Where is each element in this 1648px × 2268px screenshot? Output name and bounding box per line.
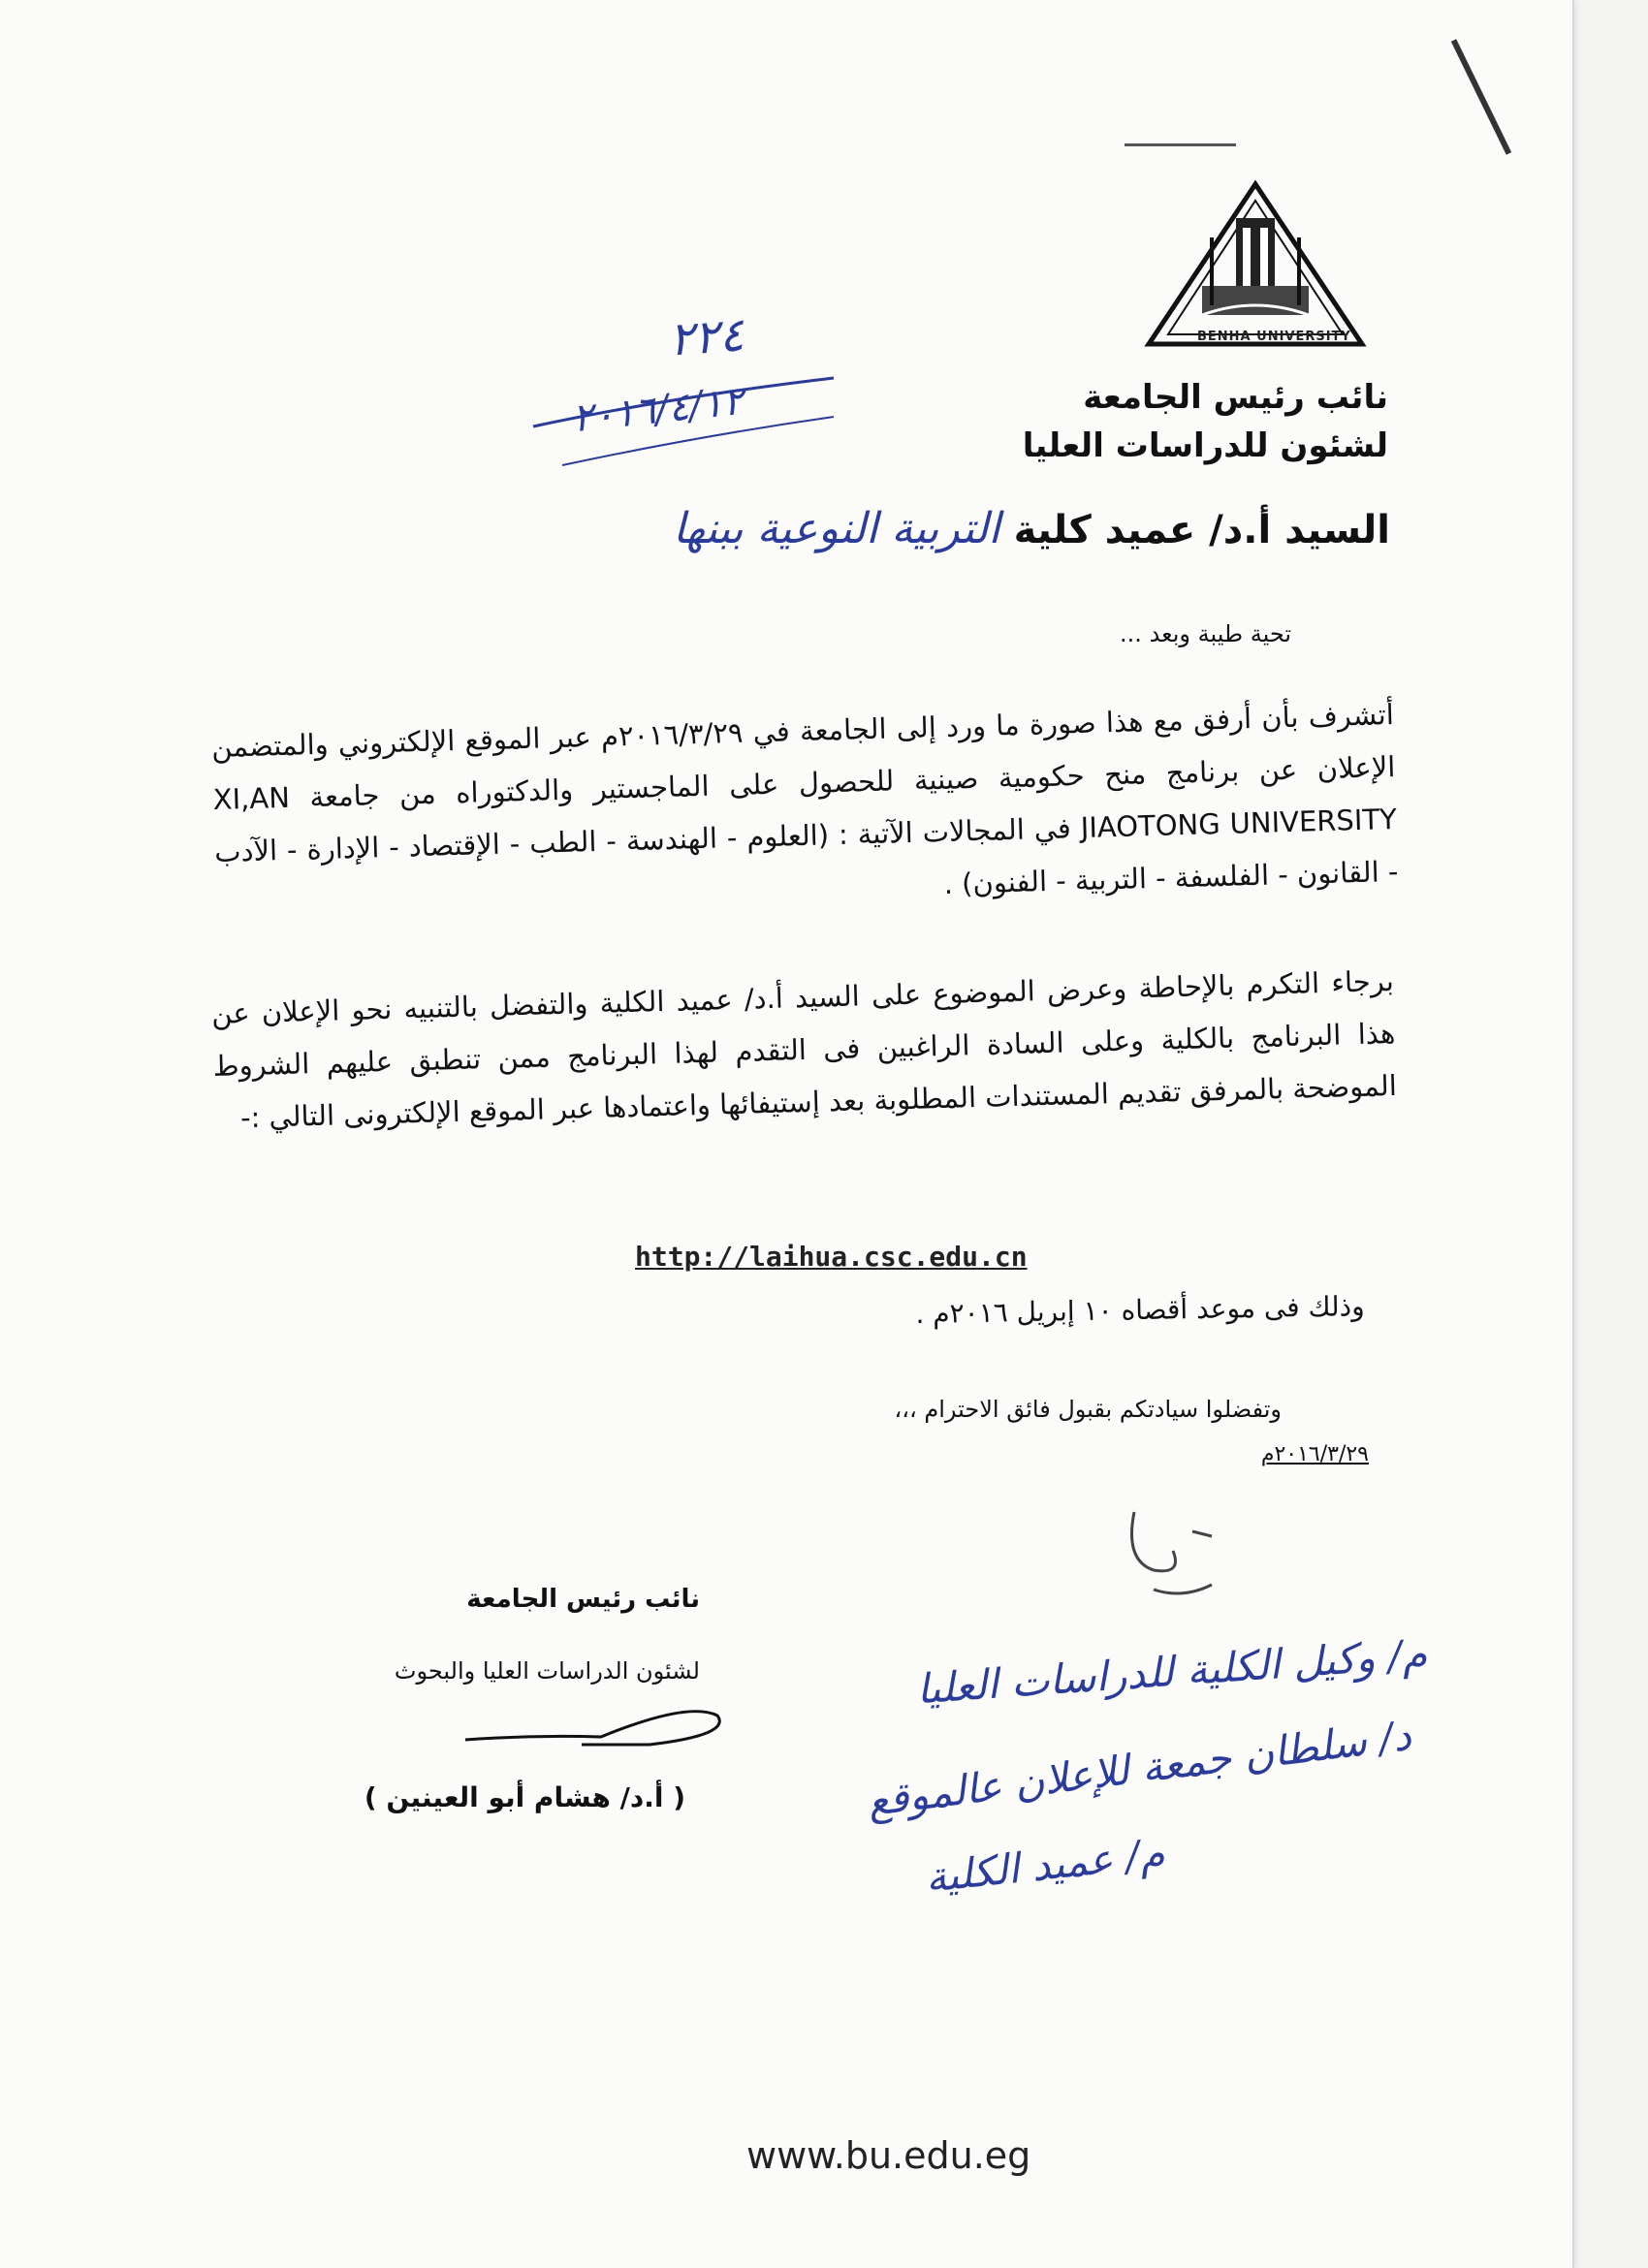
closing-text: وتفضلوا سيادتكم بقبول فائق الاحترام ،،، xyxy=(894,1396,1282,1423)
binder-mark xyxy=(1451,39,1511,154)
top-rule xyxy=(1125,143,1236,146)
footer-website: www.bu.edu.eg xyxy=(746,2134,1031,2177)
handwritten-flourish xyxy=(523,368,843,475)
addressee xyxy=(673,504,1390,553)
program-url-link[interactable]: http://laihua.csc.edu.cn xyxy=(635,1241,1028,1273)
body-paragraph-2: برجاء التكرم بالإحاطة وعرض الموضوع على السيد أ.د/ عميد الكلية والتفضل بالتنبيه نحو الإعلان عن هذا البرنامج بالكلية وعلى السادة الراغبين فى التقدم لهذا البرنامج ممن تنطبق عليهم الشروط الموضحة بالمرفق تقديم المستندات المطلوبة بعد إستيفائها واعتمادها عبر الموقع الإلكترونى التالي :- xyxy=(210,963,1398,1135)
handwritten-note-line-2: د/ سلطان جمعة للإعلان عالموقع xyxy=(864,1711,1413,1826)
signatory-name: ( أ.د/ هشام أبو العينين ) xyxy=(364,1781,685,1813)
handwritten-ref-number: ٢٢٤ xyxy=(667,307,746,367)
greeting: تحية طيبة وبعد ... xyxy=(1120,620,1291,647)
handwritten-ref-date: ٢٠١٦/٤/١٢ xyxy=(570,378,746,442)
signature-scribble xyxy=(456,1686,737,1764)
letter-date: ٢٠١٦/٣/٢٩م xyxy=(1260,1442,1369,1466)
handwritten-note-line-1: م/ وكيل الكلية للدراسات العليا xyxy=(914,1629,1429,1714)
initials-scribble xyxy=(1095,1493,1270,1609)
body-paragraph-1: أتشرف بأن أرفق مع هذا صورة ما ورد إلى الجامعة في ٢٠١٦/٣/٢٩م عبر الموقع الإلكتروني والمتضمن الإعلان عن برنامج منح حكومية صينية للحصول على الماجستير والدكتوراه من جامعة XI,AN JIAOTONG UNIVERSITY في المجالات الآتية : (العلوم - الهندسة - الطب - الإقتصاد - الإدارة - الآدب - القانون - الفلسفة - التربية - الفنون) . xyxy=(210,697,1399,901)
addressee-printed: السيد أ.د/ عميد كلية xyxy=(1013,508,1390,552)
header-title: نائب رئيس الجامعة xyxy=(1083,378,1388,417)
handwritten-note-line-3: م/ عميد الكلية xyxy=(923,1829,1167,1902)
signature-title-1: نائب رئيس الجامعة xyxy=(466,1585,700,1614)
deadline-text: وذلك فى موعد أقصاه ١٠ إبريل ٢٠١٦م . xyxy=(915,1289,1365,1331)
header-subtitle: لشئون للدراسات العليا xyxy=(1022,426,1388,465)
logo-caption: BENHA UNIVERSITY xyxy=(1197,330,1351,344)
addressee-handwritten: التربية النوعية ببنها xyxy=(673,504,1000,553)
university-logo-icon xyxy=(1144,179,1367,354)
signature-title-2: لشئون الدراسات العليا والبحوث xyxy=(394,1657,700,1685)
